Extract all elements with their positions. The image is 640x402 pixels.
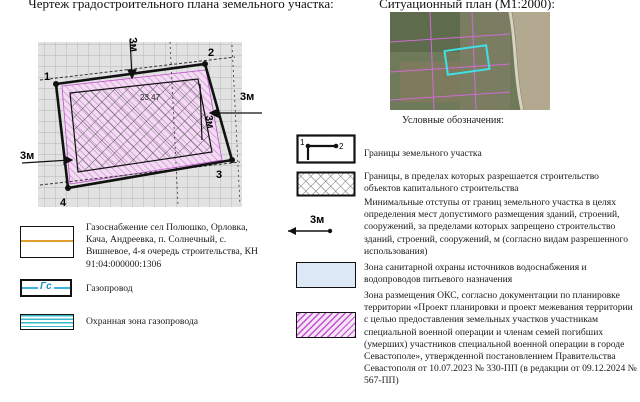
gas-pipeline-text: Газопровод [86, 283, 133, 294]
gas-pipeline-symbol: Гс [40, 281, 52, 292]
point-label-2: 2 [208, 47, 215, 59]
plot-boundary-swatch [296, 134, 356, 164]
gas-zone-swatch [20, 314, 74, 330]
setback-symbol-label: 3м [310, 214, 325, 226]
gas-pipeline-swatch [20, 279, 72, 297]
build-area-swatch [296, 171, 356, 197]
drawing-title: Чертеж градостроительного плана земельного участка: [28, 0, 334, 11]
sanitary-zone-swatch [296, 262, 356, 288]
point-label-1: 1 [44, 71, 51, 83]
legend-title: Условные обозначения: [402, 115, 504, 126]
setback-label-top: 3м [126, 36, 141, 53]
area-label: 23,47 [140, 93, 161, 102]
plot-boundary-text: Границы земельного участка [364, 148, 482, 159]
oks-zone-text: Зона размещения ОКС, согласно документации по планировке территории «Проект планировки и проект межевания территории с целью предоставления земельных участков участникам специальной военной операции и членам семей погибших (умерших) участников специальной военной операции в городе Севастополе», утвержденной постановлением Правительства Севастополя от 10.07.2023 № 330-ПП (в редакции от 09.12.2024 № 567-ПП) [364, 290, 637, 387]
gas-supply-swatch [20, 226, 74, 258]
point-label-4: 4 [60, 197, 67, 208]
situation-plan-map [390, 12, 550, 110]
setback-swatch [284, 210, 344, 236]
sanitary-zone-text: Зона санитарной охраны источников водоснабжения и водопроводов питьевого назначения [364, 262, 587, 286]
setback-text: Минимальные отступы от границ земельного участка в целях определения мест допустимого размещения зданий, строений, сооружений, за пределами которых запрещено строительство зданий, строений, сооружений, м (согласно видам разрешенного использования) [364, 197, 629, 257]
setback-label-right: 3м [240, 91, 255, 103]
setback-label-inner: 3м [202, 114, 216, 130]
boundary-symbol-2: 2 [339, 142, 344, 151]
setback-label-left: 3м [20, 150, 35, 162]
point-label-3: 3 [216, 169, 223, 181]
oks-zone-swatch [296, 312, 356, 338]
build-area-text: Границы, в пределах которых разрешается строительство объектов капитального строительства [364, 171, 599, 195]
situation-title: Ситуационный план (М1:2000): [379, 0, 555, 11]
gas-zone-text: Охранная зона газопровода [86, 316, 199, 327]
site-plan-drawing [0, 28, 268, 208]
gas-supply-text: Газоснабжение сел Полюшко, Орловка, Кача, Андреевка, п. Солнечный, с. Вишневое, 4-я очередь строительства, КН 91:04:000000:1306 [86, 222, 258, 270]
boundary-symbol-1: 1 [300, 138, 305, 147]
